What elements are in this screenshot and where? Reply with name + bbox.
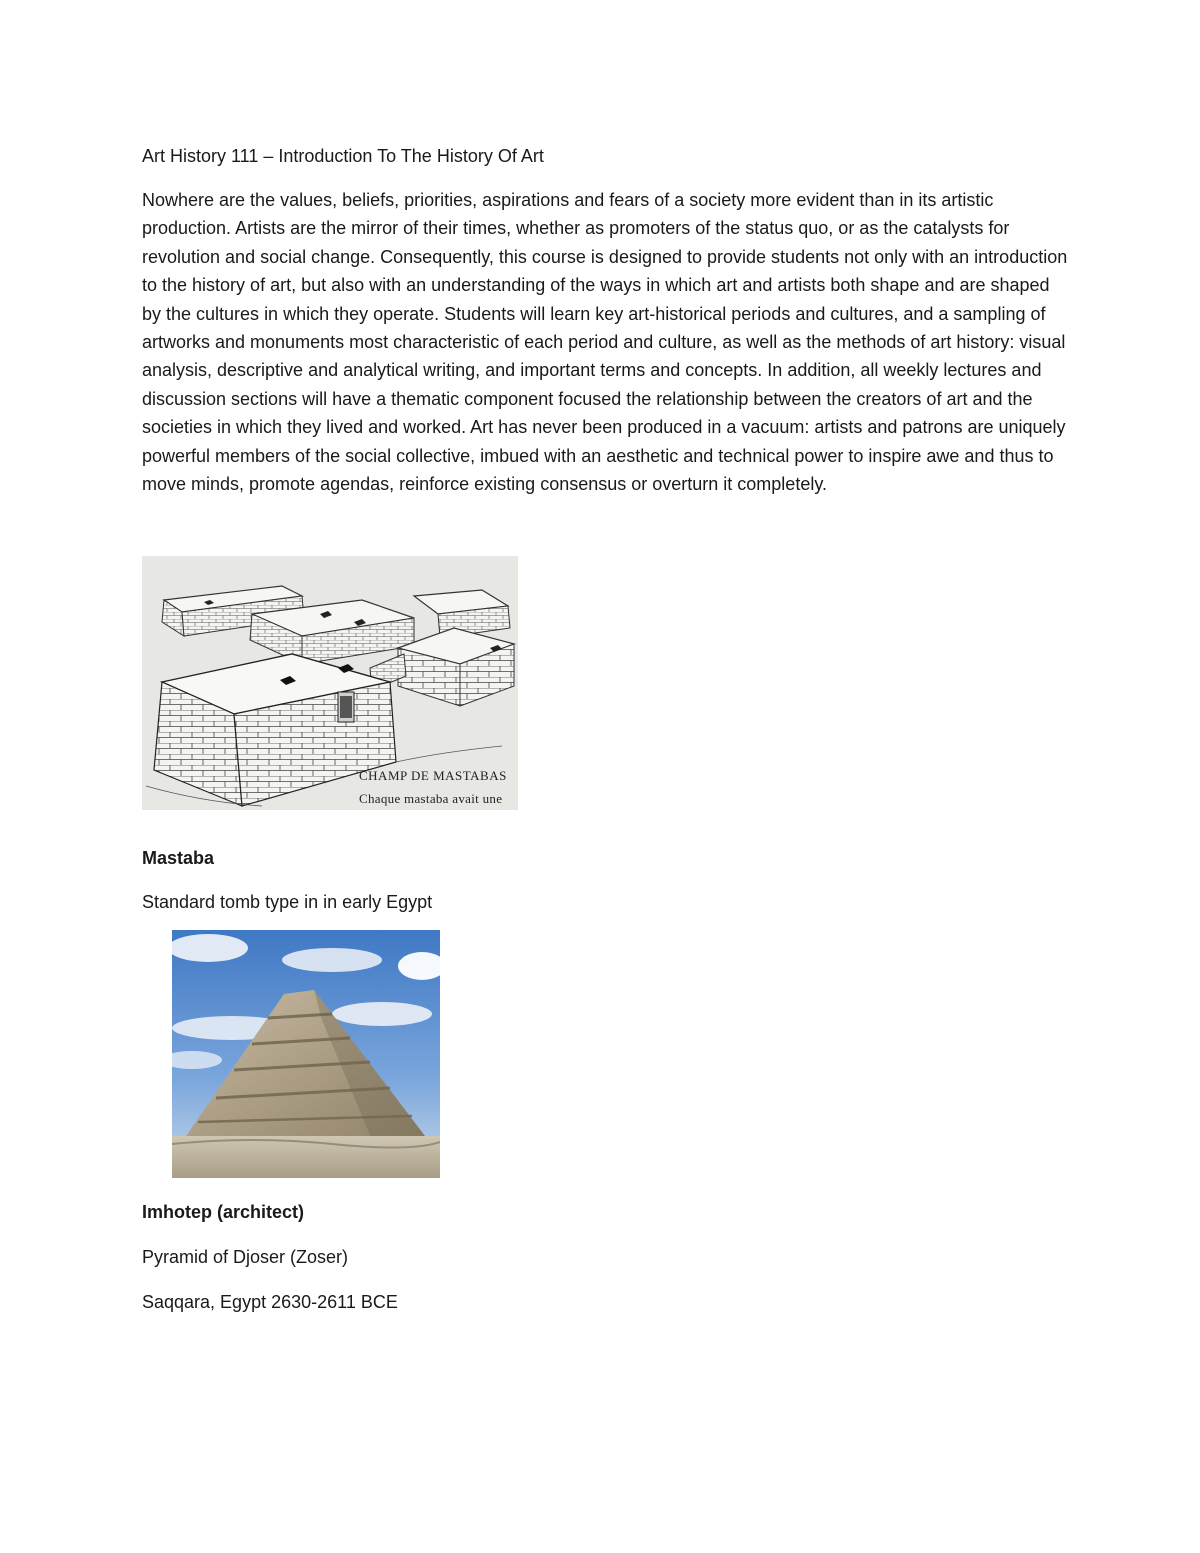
drawing-caption-text: Chaque mastaba avait une [359,791,503,806]
drawing-caption-title: CHAMP DE MASTABAS [359,768,507,783]
mastaba-heading: Mastaba [142,848,215,868]
pyramid-work-title: Pyramid of Djoser (Zoser) [142,1247,349,1267]
pyramid-photo-svg [172,930,440,1178]
mastaba-description: Standard tomb type in in early Egypt [142,892,433,912]
mastaba-drawing-image [142,556,518,810]
intro-paragraph: Nowhere are the values, beliefs, priorities, aspirations and fears of a society more evident than in its artistic production. Artists are the mirror of their times, whether as promoters of the status quo, or as the catalysts for revolution and social change. Consequently, this course is designed to provide students not only with an introduction to the history of art, but also with an understanding of the ways in which art and artists both shape and are shaped by the cultures in which they operate. Students will learn key art-historical periods and cultures, and a sampling of artworks and monuments most characteristic of each period and culture, as well as the methods of art history: visual analysis, descriptive and analytical writing, and important terms and concepts. In addition, all weekly lectures and discussion sections will have a thematic component focused the relationship between the creators of art and the societies in which they lived and worked. Art has never been produced in a vacuum: artists and patrons are uniquely powerful members of the social collective, imbued with an aesthetic and technical power to inspire awe and thus to move minds, promote agendas, reinforce existing consensus or overturn it completely. [142,190,1068,495]
pyramid-of-djoser-photo [172,930,440,1178]
pyramid-location-date: Saqqara, Egypt 2630-2611 BCE [142,1292,398,1312]
architect-heading: Imhotep (architect) [142,1202,305,1222]
document-title: Art History 111 – Introduction To The History Of Art [142,146,544,166]
